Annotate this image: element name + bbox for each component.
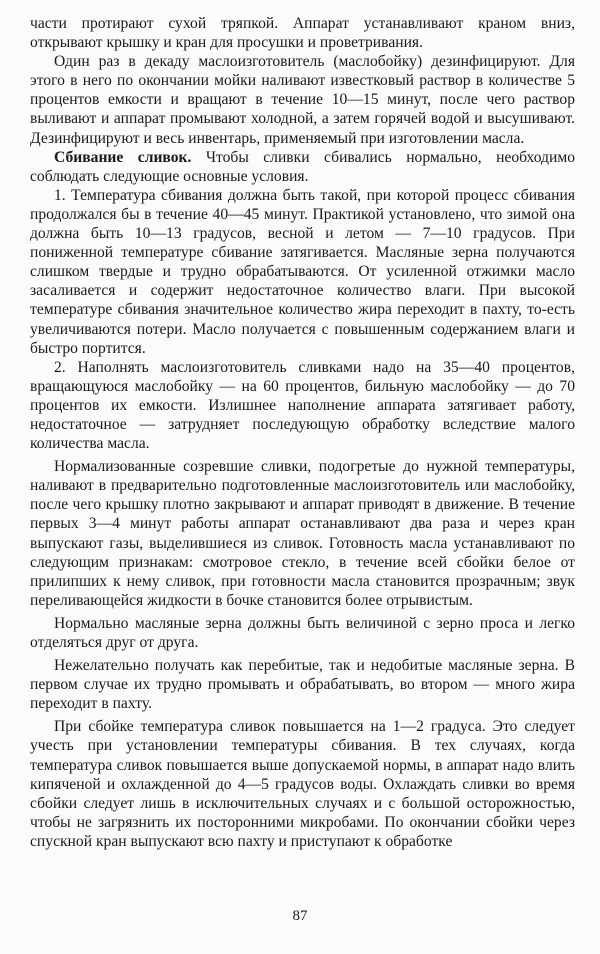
paragraph-text: Нормально масляные зерна должны быть величиной с зерно проса и легко отделяться друг от друга. <box>30 614 575 651</box>
body-text <box>30 14 575 851</box>
paragraph-temperature <box>30 186 575 358</box>
paragraph-grain-size <box>30 614 575 652</box>
paragraph-text: Нежелательно получать как перебитые, так и недобитые масляные зерна. В первом случае их трудно промывать и обрабатывать, во втором — много жира переходит в пахту. <box>30 657 575 713</box>
paragraph-text: 1. Температура сбивания должна быть такой, при которой процесс сбивания продолжался бы в течение 40—45 минут. Практикой установлено, что зимой она должна быть 10—13 градусов, весной и летом — 7—10 градусов. При пониженной температуре сбивание затягивается. Масляные зерна получаются слишком твердые и трудно обрабатываются. От усиленной отжимки масло засаливается и содержит недостаточное количество влаги. При высокой температуре сбивания значительное количество жира переходит в пахту, то-есть увеличиваются потери. Масло получается с повышенным содержанием влаги и быстро портится. <box>30 186 575 357</box>
paragraph-filling <box>30 358 575 453</box>
paragraph-text: 2. Наполнять маслоизготовитель сливками надо на 35—40 процентов, вращающуюся маслобойку — на 60 процентов, бильную маслобойку — до 70 процентов их емкости. Излишнее наполнение аппарата затягивает работу, недостаточное — затрудняет последующую обработку вследствие малого количества масла. <box>30 358 575 453</box>
paragraph-text: Нормализованные созревшие сливки, подогретые до нужной температуры, наливают в предварительно подготовленные маслоизготовитель или маслобойку, после чего крышку плотно закрывают и аппарат приводят в движение. В течение первых 3—4 минут работы аппарат останавливают два раза и через кран выпускают газы, выделившиеся из сливок. Готовность масла устанавливают по следующим признакам: смотровое стекло, в течение всей сбойки белое от прилипших к нему сливок, при готовности масла становится прозрачным; звук переливающейся жидкости в бочке становится более отрывистым. <box>30 458 575 609</box>
paragraph-overchurned <box>30 656 575 713</box>
page-number: 87 <box>292 908 308 924</box>
paragraph-text: При сбойке температура сливок повышается на 1—2 градуса. Это следует учесть при установлении температуры сбивания. В тех случаях, когда температура сливок повышается выше допускаемой нормы, в аппарат надо влить кипяченой и охлажденной до 4—5 градусов воды. Охлаждать сливки во время сбойки следует лишь в исключительных случаях и с большой осторожностью, чтобы не загрязнить их посторонними микробами. По окончании сбойки через спускной кран выпускают всю пахту и приступают к обработке <box>30 718 575 850</box>
paragraph-text: Один раз в декаду маслоизготовитель (маслобойку) дезинфицируют. Для этого в него по окончании мойки наливают известковый раствор в количестве 5 процентов емкости и вращают в течение 10—15 минут, после чего раствор выливают и аппарат промывают холодной, а затем горячей водой и высушивают. Дезинфицируют и весь инвентарь, применяемый при изготовлении масла. <box>30 53 575 147</box>
paragraph-text: Чтобы сливки сбивались нормально, необходимо соблюдать следующие основные условия. <box>30 148 576 185</box>
paragraph-process <box>30 457 575 610</box>
paragraph-temperature-rise <box>30 717 575 851</box>
paragraph-text: части протирают сухой тряпкой. Аппарат устанавливают краном вниз, открывают крышку и кран для просушки и проветривания. <box>30 15 575 52</box>
paragraph-continuation <box>30 14 575 52</box>
paragraph-churning-intro <box>30 148 575 186</box>
paragraph-disinfection <box>30 52 575 147</box>
section-heading: Сбивание сливок. <box>54 148 192 166</box>
